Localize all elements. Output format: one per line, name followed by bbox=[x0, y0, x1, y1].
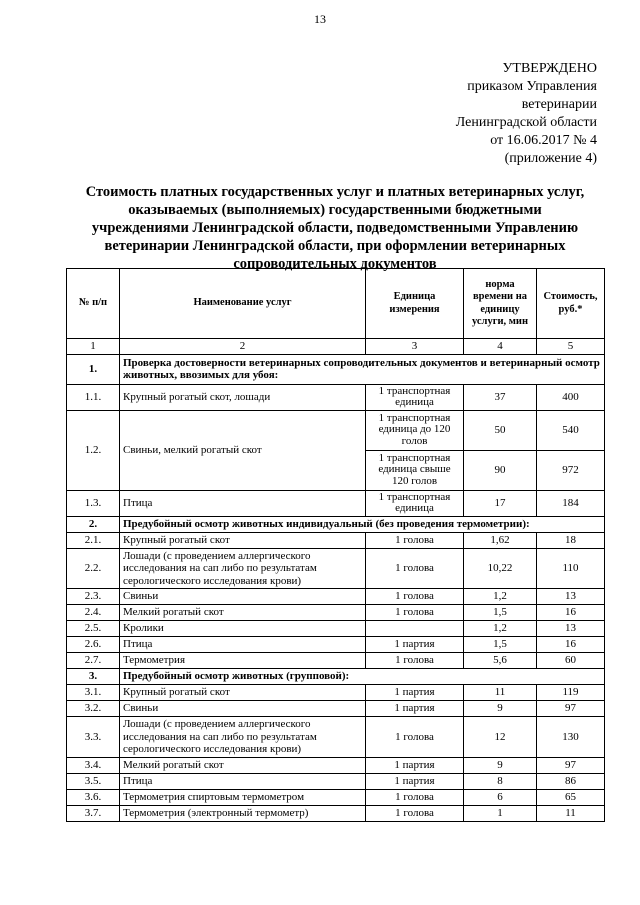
row-norm: 1,2 bbox=[464, 589, 537, 605]
row-name: Крупный рогатый скот, лошади bbox=[120, 384, 366, 410]
section-num: 1. bbox=[67, 354, 120, 384]
column-number: 1 bbox=[67, 339, 120, 355]
row-cost: 972 bbox=[537, 450, 605, 490]
row-name: Птица bbox=[120, 637, 366, 653]
approval-heading: УТВЕРЖДЕНО bbox=[502, 61, 597, 76]
table-row bbox=[67, 701, 605, 717]
row-name: Лошади (с проведением аллергического исследования на сап либо по результатам серологического исследования крови) bbox=[120, 717, 366, 758]
row-name: Птица bbox=[120, 490, 366, 516]
page-number: 13 bbox=[314, 12, 326, 26]
row-num: 3.6. bbox=[67, 789, 120, 805]
table-row bbox=[67, 757, 605, 773]
row-name: Крупный рогатый скот bbox=[120, 532, 366, 548]
row-unit: 1 партия bbox=[366, 757, 464, 773]
row-cost: 11 bbox=[537, 805, 605, 821]
table-row bbox=[67, 805, 605, 821]
row-num: 3.4. bbox=[67, 757, 120, 773]
row-name: Термометрия bbox=[120, 653, 366, 669]
row-unit: 1 транспортная единица bbox=[366, 384, 464, 410]
row-cost: 110 bbox=[537, 548, 605, 589]
table-row bbox=[67, 621, 605, 637]
row-name: Птица bbox=[120, 773, 366, 789]
table-row bbox=[67, 384, 605, 410]
table-row bbox=[67, 685, 605, 701]
row-norm: 6 bbox=[464, 789, 537, 805]
row-num: 2.5. bbox=[67, 621, 120, 637]
table-row bbox=[67, 789, 605, 805]
row-num: 1.1. bbox=[67, 384, 120, 410]
section-num: 2. bbox=[67, 516, 120, 532]
row-norm: 9 bbox=[464, 757, 537, 773]
row-num: 3.3. bbox=[67, 717, 120, 758]
row-norm: 17 bbox=[464, 490, 537, 516]
section-title: Предубойный осмотр животных индивидуальный (без проведения термометрии): bbox=[120, 516, 605, 532]
row-unit bbox=[366, 621, 464, 637]
column-number: 4 bbox=[464, 339, 537, 355]
approval-line: приказом Управления bbox=[467, 79, 597, 94]
row-unit: 1 голова bbox=[366, 605, 464, 621]
row-cost: 18 bbox=[537, 532, 605, 548]
row-num: 3.5. bbox=[67, 773, 120, 789]
header-num: № п/п bbox=[67, 269, 120, 339]
row-name: Кролики bbox=[120, 621, 366, 637]
row-norm: 5,6 bbox=[464, 653, 537, 669]
row-cost: 13 bbox=[537, 621, 605, 637]
row-norm: 1,5 bbox=[464, 605, 537, 621]
row-num: 2.2. bbox=[67, 548, 120, 589]
approval-line: ветеринарии bbox=[521, 97, 597, 112]
row-name: Термометрия спиртовым термометром bbox=[120, 789, 366, 805]
row-unit: 1 голова bbox=[366, 789, 464, 805]
table-row bbox=[67, 653, 605, 669]
column-number: 2 bbox=[120, 339, 366, 355]
row-cost: 16 bbox=[537, 605, 605, 621]
row-unit: 1 голова bbox=[366, 717, 464, 758]
row-unit: 1 голова bbox=[366, 532, 464, 548]
row-unit: 1 партия bbox=[366, 773, 464, 789]
row-cost: 86 bbox=[537, 773, 605, 789]
row-num: 1.3. bbox=[67, 490, 120, 516]
services-table bbox=[66, 268, 605, 822]
row-unit: 1 партия bbox=[366, 685, 464, 701]
row-name: Свиньи bbox=[120, 589, 366, 605]
row-name: Мелкий рогатый скот bbox=[120, 605, 366, 621]
row-name: Термометрия (электронный термометр) bbox=[120, 805, 366, 821]
row-name: Свиньи bbox=[120, 701, 366, 717]
row-cost: 130 bbox=[537, 717, 605, 758]
column-number-row bbox=[67, 339, 605, 355]
row-cost: 13 bbox=[537, 589, 605, 605]
row-unit: 1 партия bbox=[366, 701, 464, 717]
row-unit: 1 голова bbox=[366, 805, 464, 821]
header-cost: Стоимость, руб.* bbox=[537, 269, 605, 339]
approval-line: от 16.06.2017 № 4 bbox=[490, 133, 597, 148]
table-row bbox=[67, 637, 605, 653]
row-norm: 1 bbox=[464, 805, 537, 821]
row-num: 2.6. bbox=[67, 637, 120, 653]
row-unit: 1 партия bbox=[366, 637, 464, 653]
row-num: 3.1. bbox=[67, 685, 120, 701]
table-row bbox=[67, 589, 605, 605]
row-unit: 1 голова bbox=[366, 653, 464, 669]
header-name: Наименование услуг bbox=[120, 269, 366, 339]
row-cost: 540 bbox=[537, 410, 605, 450]
approval-line: (приложение 4) bbox=[504, 151, 597, 166]
header-norm: норма времени на единицу услуги, мин bbox=[464, 269, 537, 339]
table-row bbox=[67, 773, 605, 789]
row-name: Свиньи, мелкий рогатый скот bbox=[120, 410, 366, 490]
table-row bbox=[67, 532, 605, 548]
row-norm: 1,62 bbox=[464, 532, 537, 548]
row-norm: 10,22 bbox=[464, 548, 537, 589]
row-norm: 11 bbox=[464, 685, 537, 701]
section-row bbox=[67, 516, 605, 532]
document-title: Стоимость платных государственных услуг и платных ветеринарных услуг, оказываемых (выполняемых) государственными бюджетными учреждениями Ленинградской области, подведомственными Управлению ветеринарии Ленинградской области, при оформлении ветеринарных сопроводительных документов bbox=[85, 184, 585, 272]
approval-block bbox=[456, 60, 597, 168]
row-norm: 8 bbox=[464, 773, 537, 789]
table-row bbox=[67, 548, 605, 589]
table-row bbox=[67, 605, 605, 621]
table-header-row bbox=[67, 269, 605, 339]
column-number: 3 bbox=[366, 339, 464, 355]
row-norm: 9 bbox=[464, 701, 537, 717]
row-norm: 1,5 bbox=[464, 637, 537, 653]
header-unit: Единица измерения bbox=[366, 269, 464, 339]
row-unit: 1 голова bbox=[366, 548, 464, 589]
row-cost: 97 bbox=[537, 757, 605, 773]
row-cost: 184 bbox=[537, 490, 605, 516]
row-norm: 50 bbox=[464, 410, 537, 450]
row-num: 2.3. bbox=[67, 589, 120, 605]
section-title: Предубойный осмотр животных (групповой): bbox=[120, 669, 605, 685]
row-unit: 1 транспортная единица свыше 120 голов bbox=[366, 450, 464, 490]
row-cost: 60 bbox=[537, 653, 605, 669]
row-num: 2.1. bbox=[67, 532, 120, 548]
row-cost: 97 bbox=[537, 701, 605, 717]
approval-line: Ленинградской области bbox=[455, 115, 597, 130]
section-title: Проверка достоверности ветеринарных сопроводительных документов и ветеринарный осмотр животных, ввозимых для убоя: bbox=[120, 354, 605, 384]
row-num: 3.7. bbox=[67, 805, 120, 821]
table-row bbox=[67, 717, 605, 758]
row-norm: 12 bbox=[464, 717, 537, 758]
row-cost: 16 bbox=[537, 637, 605, 653]
row-norm: 37 bbox=[464, 384, 537, 410]
row-num: 2.7. bbox=[67, 653, 120, 669]
section-row bbox=[67, 669, 605, 685]
table-row bbox=[67, 410, 605, 450]
row-name: Лошади (с проведением аллергического исследования на сап либо по результатам серологического исследования крови) bbox=[120, 548, 366, 589]
row-num: 3.2. bbox=[67, 701, 120, 717]
row-norm: 1,2 bbox=[464, 621, 537, 637]
row-name: Крупный рогатый скот bbox=[120, 685, 366, 701]
row-unit: 1 транспортная единица bbox=[366, 490, 464, 516]
column-number: 5 bbox=[537, 339, 605, 355]
row-cost: 400 bbox=[537, 384, 605, 410]
table-row bbox=[67, 490, 605, 516]
row-cost: 119 bbox=[537, 685, 605, 701]
row-unit: 1 голова bbox=[366, 589, 464, 605]
row-name: Мелкий рогатый скот bbox=[120, 757, 366, 773]
row-cost: 65 bbox=[537, 789, 605, 805]
row-num: 1.2. bbox=[67, 410, 120, 490]
row-norm: 90 bbox=[464, 450, 537, 490]
row-unit: 1 транспортная единица до 120 голов bbox=[366, 410, 464, 450]
row-num: 2.4. bbox=[67, 605, 120, 621]
section-row bbox=[67, 354, 605, 384]
section-num: 3. bbox=[67, 669, 120, 685]
